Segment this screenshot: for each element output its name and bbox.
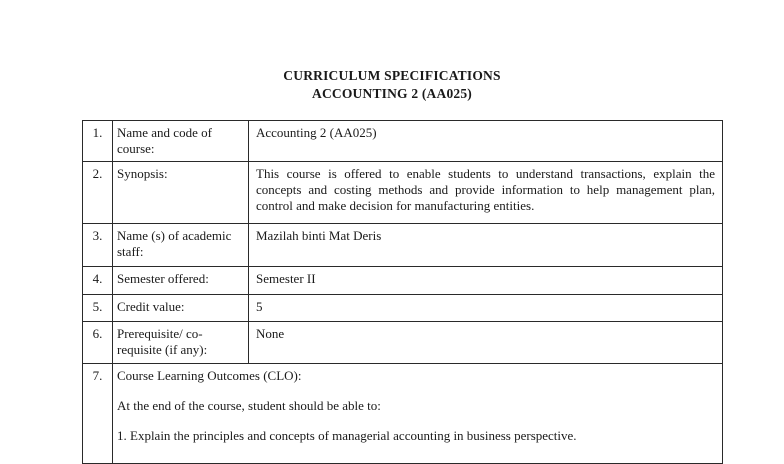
row-label: Name and code of course: xyxy=(113,121,249,162)
row-number: 4. xyxy=(83,267,113,295)
row-label: Synopsis: xyxy=(113,162,249,224)
row-number: 3. xyxy=(83,224,113,267)
clo-heading: Course Learning Outcomes (CLO): xyxy=(117,368,302,383)
row-number: 5. xyxy=(83,295,113,322)
table-row xyxy=(83,295,723,322)
course-title: ACCOUNTING 2 (AA025) xyxy=(312,86,472,101)
row-value: 5 xyxy=(249,295,723,322)
row-label: Semester offered: xyxy=(113,267,249,295)
row-number: 1. xyxy=(83,121,113,162)
row-number: 6. xyxy=(83,322,113,364)
clo-intro: At the end of the course, student should be able to: xyxy=(117,398,381,413)
row-number: 7. xyxy=(83,364,113,464)
row-value: None xyxy=(249,322,723,364)
row-value: This course is offered to enable students to understand transactions, explain the concepts and costing methods and provide information to help management plan, control and make decision for manufacturing entities. xyxy=(249,162,723,224)
row-value: Semester II xyxy=(249,267,723,295)
row-label: Prerequisite/ co-requisite (if any): xyxy=(113,322,249,364)
row-number: 2. xyxy=(83,162,113,224)
table-row xyxy=(83,162,723,224)
curriculum-table xyxy=(82,120,723,464)
table-row xyxy=(83,364,723,464)
clo-item: 1. Explain the principles and concepts of managerial accounting in business perspective. xyxy=(117,428,577,443)
row-label: Credit value: xyxy=(113,295,249,322)
row-label: Name (s) of academic staff: xyxy=(113,224,249,267)
row-value: Mazilah binti Mat Deris xyxy=(249,224,723,267)
table-row xyxy=(83,121,723,162)
table-row xyxy=(83,322,723,364)
table-row xyxy=(83,267,723,295)
table-row xyxy=(83,224,723,267)
clo-section xyxy=(113,364,723,464)
document-title: CURRICULUM SPECIFICATIONS xyxy=(283,68,501,83)
row-value: Accounting 2 (AA025) xyxy=(249,121,723,162)
